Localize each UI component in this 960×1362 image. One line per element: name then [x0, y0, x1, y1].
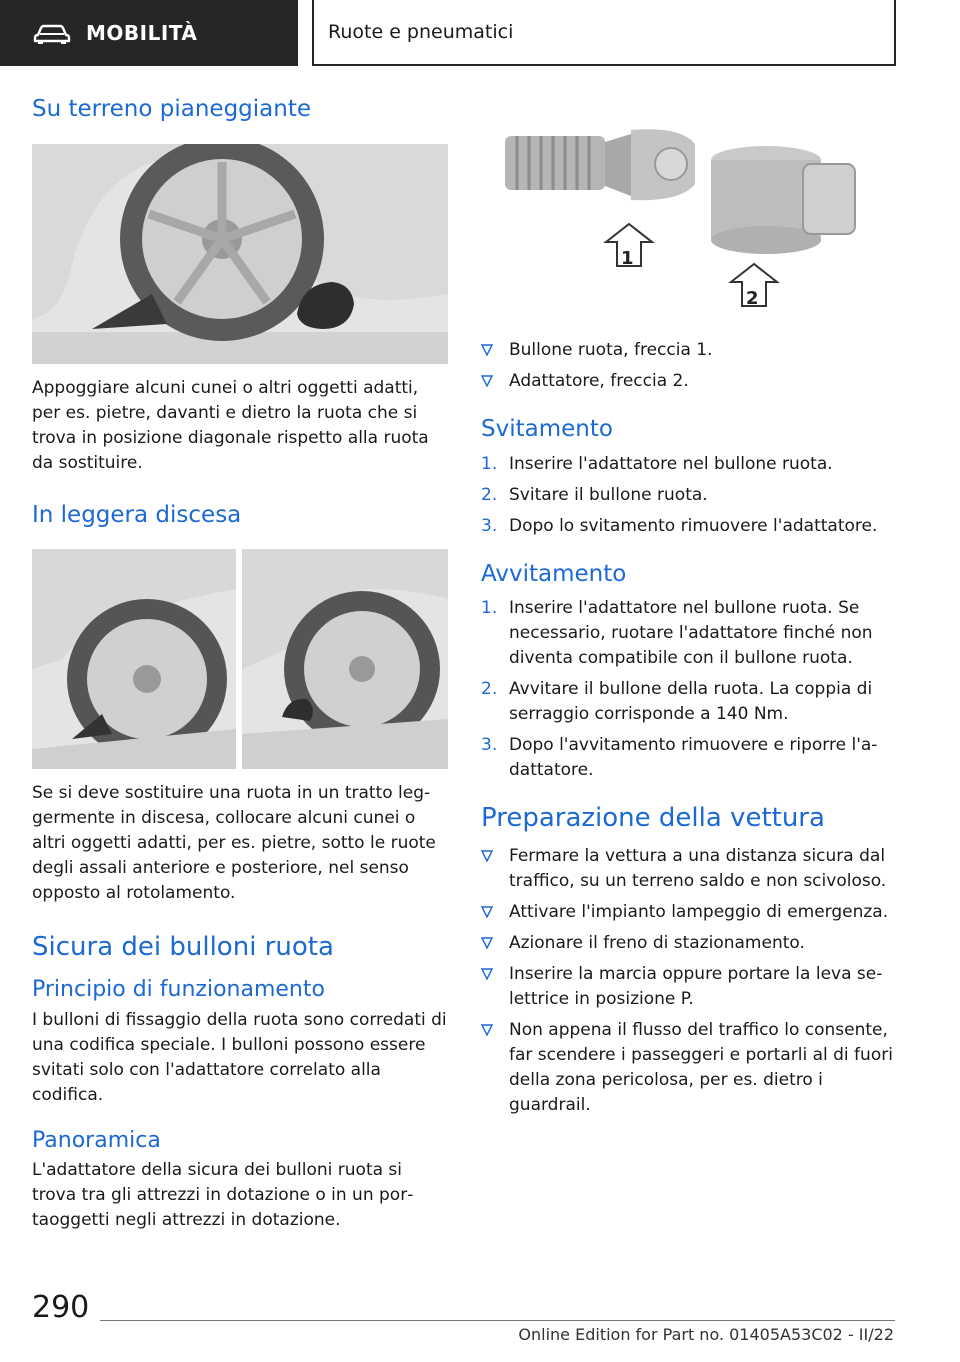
- triangle-bullet-icon: [481, 937, 493, 949]
- figure-label-1: 1: [621, 248, 634, 269]
- list-item: Fermare la vettura a una distanza sicura dal traffico, su un terreno saldo e non scivoloso.: [481, 844, 899, 894]
- slope-chock-illustration: [32, 549, 448, 769]
- paragraph-slope: Se si deve sostituire una ruota in un tratto leggermente in discesa, collocare alcuni cunei o altri oggetti adatti, per es. pietre, sotto le ruote degli assali anteriore e posteriore, nel senso opposto al rotolamento.: [32, 783, 436, 904]
- wheel-chock-illustration: [32, 144, 448, 364]
- heading-flat-ground: Su terreno pianeggiante: [32, 96, 312, 122]
- triangle-bullet-icon: [481, 1024, 493, 1036]
- heading-prep: Preparazione della vettura: [481, 803, 825, 834]
- heading-slope: In leggera discesa: [32, 501, 242, 528]
- screw-steps: [481, 596, 899, 783]
- figure-label-2: 2: [746, 288, 759, 309]
- triangle-bullet-icon: [481, 968, 493, 980]
- figure-flat-ground: [32, 144, 448, 364]
- right-column: [481, 124, 899, 1124]
- list-item: Non appena il flusso del traffico lo consente, far scendere i passeggeri e portarli al di fuori della zona pericolosa, per es. dietro i guardrail.: [481, 1018, 899, 1118]
- triangle-bullet-icon: [481, 850, 493, 862]
- figure-slope: [32, 549, 448, 769]
- page-header: [0, 0, 960, 66]
- section-title: MOBILITÀ: [86, 21, 198, 45]
- list-item: Adattatore, freccia 2.: [481, 369, 899, 394]
- car-icon: [32, 21, 72, 45]
- list-item: 3. Dopo lo svitamento rimuovere l'adattatore.: [481, 515, 878, 536]
- adapter-icon: [711, 146, 855, 254]
- wheel-bolt-icon: [505, 129, 695, 200]
- list-item: 2. Svitare il bullone ruota.: [481, 484, 708, 505]
- page-number: 290: [32, 1290, 90, 1325]
- section-tab: [0, 0, 298, 66]
- paragraph-principle: I bulloni di fissaggio della ruota sono corredati di una codifica speciale. I bulloni possono essere svitati solo con l'adattatore correlato alla codifica.: [32, 1009, 447, 1105]
- bolt-adapter-illustration: [481, 124, 899, 324]
- chapter-title: Ruote e pneumatici: [328, 21, 514, 43]
- list-item: 2. Avvitare il bullone della ruota. La coppia di serraggio corrisponde a 140 Nm.: [481, 679, 873, 725]
- list-item: 3. Dopo l'avvitamento rimuovere e riporre l'adattatore.: [481, 735, 878, 781]
- triangle-bullet-icon: [481, 344, 493, 356]
- edition-label: Online Edition for Part no. 01405A53C02 - II/22: [518, 1325, 894, 1344]
- unscrew-steps: [481, 452, 899, 539]
- list-item: Azionare il freno di stazionamento.: [481, 931, 899, 956]
- list-item: Attivare l'impianto lampeggio di emergenza.: [481, 900, 899, 925]
- heading-wheel-lock: Sicura dei bulloni ruota: [32, 932, 334, 963]
- heading-principle: Principio di funzionamento: [32, 977, 325, 1003]
- paragraph-flat-ground: Appoggiare alcuni cunei o altri oggetti adatti, per es. pietre, davanti e dietro la ruota che si trova in posizione diagonale rispetto alla ruota da sostituire.: [32, 377, 429, 473]
- triangle-bullet-icon: [481, 906, 493, 918]
- footer-divider: [100, 1320, 895, 1321]
- triangle-bullet-icon: [481, 375, 493, 387]
- list-item: Inserire la marcia oppure portare la leva selettrice in posizione P.: [481, 962, 899, 1012]
- heading-unscrew: Svitamento: [481, 416, 613, 442]
- list-item: Bullone ruota, freccia 1.: [481, 338, 899, 363]
- left-column: [32, 96, 448, 1233]
- list-item: 1. Inserire l'adattatore nel bullone ruota.: [481, 453, 833, 474]
- chapter-tab: [312, 0, 896, 66]
- prep-list: [481, 844, 899, 1118]
- list-item: 1. Inserire l'adattatore nel bullone ruota. Se necessario, ruotare l'adattatore finché non diventa compatibile con il bullone ruota.: [481, 598, 873, 669]
- heading-overview: Panoramica: [32, 1127, 161, 1153]
- paragraph-overview: L'adattatore della sicura dei bulloni ruota si trova tra gli attrezzi in dotazione o in un portaoggetti negli attrezzi in dotazione.: [32, 1160, 414, 1231]
- heading-screw: Avvitamento: [481, 560, 627, 587]
- parts-list: [481, 338, 899, 394]
- figure-bolt-adapter: [481, 124, 899, 324]
